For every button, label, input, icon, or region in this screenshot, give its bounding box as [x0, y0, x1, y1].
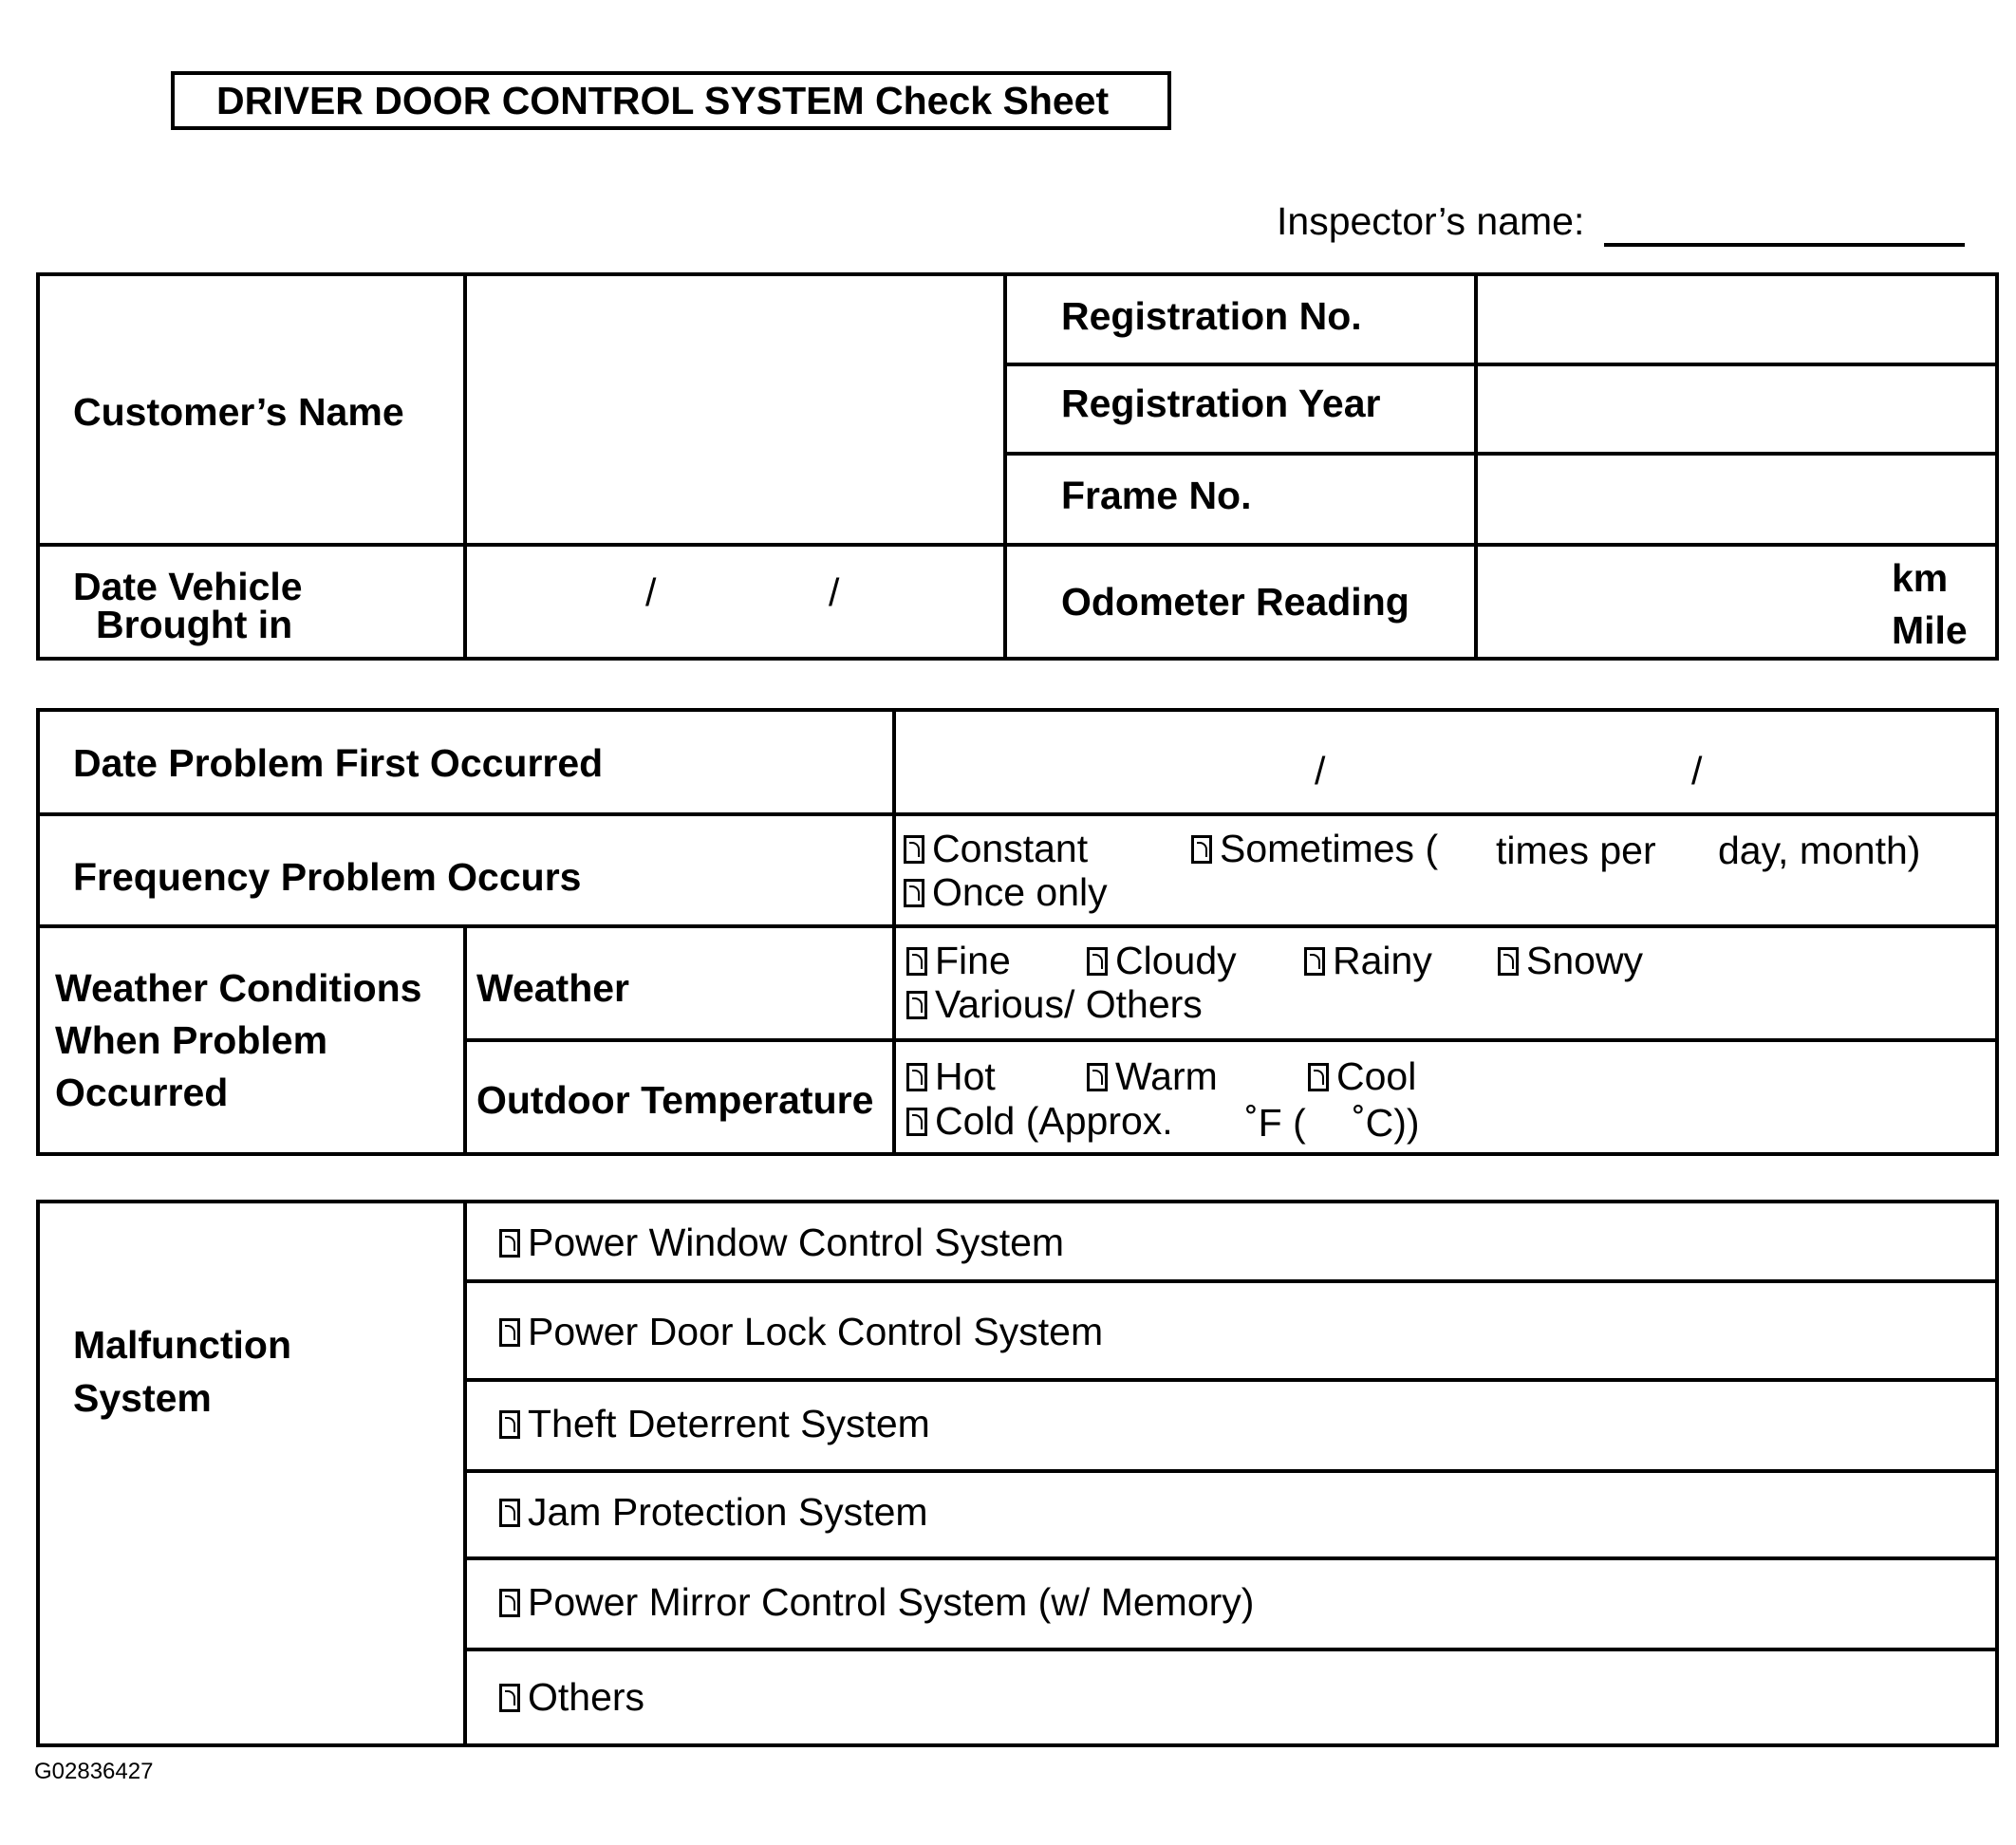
- malfunction-option-jam-protection[interactable]: [499, 1490, 928, 1534]
- weather-label: Weather: [476, 966, 630, 1010]
- weather-conditions-label-line2: When Problem: [55, 1018, 328, 1062]
- malfunction-option-door-lock[interactable]: [499, 1310, 1104, 1353]
- checkbox-icon[interactable]: [499, 1229, 520, 1258]
- frequency-once-option[interactable]: [904, 870, 1108, 914]
- inspector-name-field[interactable]: [1604, 243, 1965, 247]
- date-slash: /: [1315, 749, 1326, 792]
- divider: [463, 1556, 1999, 1560]
- registration-year-field[interactable]: [1478, 366, 1995, 452]
- checkbox-icon[interactable]: [499, 1684, 520, 1712]
- divider: [463, 1648, 1999, 1651]
- malfunction-option-theft-deterrent[interactable]: [499, 1402, 930, 1445]
- temperature-hot-option[interactable]: [906, 1054, 996, 1098]
- temperature-cool-option[interactable]: [1308, 1054, 1417, 1098]
- checkbox-icon[interactable]: [499, 1499, 520, 1527]
- malfunction-option-others[interactable]: [499, 1675, 645, 1719]
- weather-conditions-label-line3: Occurred: [55, 1071, 229, 1114]
- frequency-label: Frequency Problem Occurs: [73, 855, 582, 899]
- temp-c-text: ˚C)): [1353, 1101, 1420, 1145]
- option-label: Rainy: [1333, 939, 1432, 982]
- option-label: Power Window Control System: [528, 1221, 1065, 1264]
- checkbox-icon[interactable]: [904, 835, 924, 864]
- option-label: Hot: [935, 1054, 996, 1098]
- option-label: Sometimes (: [1220, 827, 1439, 870]
- inspector-label: Inspector’s name:: [1277, 199, 1585, 243]
- checkbox-icon[interactable]: [906, 947, 927, 976]
- frequency-constant-option[interactable]: [904, 829, 1088, 868]
- checkbox-icon[interactable]: [1308, 1063, 1329, 1091]
- weather-rainy-option[interactable]: [1304, 941, 1432, 980]
- date-brought-label-line2: Brought in: [96, 603, 293, 646]
- divider: [463, 1469, 1999, 1473]
- divider: [463, 1038, 1999, 1042]
- option-label: Once only: [932, 870, 1108, 914]
- malfunction-option-power-mirror[interactable]: [499, 1580, 1255, 1624]
- checkbox-icon[interactable]: [499, 1318, 520, 1347]
- date-brought-label-line1: Date Vehicle: [73, 565, 303, 608]
- divider: [463, 1378, 1999, 1382]
- checkbox-icon[interactable]: [1087, 947, 1108, 976]
- frame-no-field[interactable]: [1478, 456, 1995, 543]
- registration-no-label: Registration No.: [1061, 294, 1362, 338]
- date-slash: /: [829, 570, 840, 614]
- weather-fine-option[interactable]: [906, 941, 1011, 980]
- divider: [36, 812, 1999, 816]
- weather-cloudy-option[interactable]: [1087, 941, 1237, 980]
- option-label: Cloudy: [1115, 939, 1237, 982]
- figure-code: G02836427: [34, 1759, 154, 1784]
- registration-year-label: Registration Year: [1061, 382, 1381, 425]
- checkbox-icon[interactable]: [499, 1589, 520, 1617]
- option-label: Various/ Others: [935, 982, 1203, 1026]
- checkbox-icon[interactable]: [906, 991, 927, 1019]
- option-label: Snowy: [1526, 939, 1644, 982]
- malfunction-label-line2: System: [73, 1376, 212, 1420]
- outdoor-temperature-label: Outdoor Temperature: [476, 1078, 874, 1122]
- option-label: Power Door Lock Control System: [528, 1310, 1104, 1353]
- weather-snowy-option[interactable]: [1498, 941, 1643, 980]
- option-label: Jam Protection System: [528, 1490, 928, 1534]
- date-slash: /: [645, 570, 657, 614]
- checkbox-icon[interactable]: [1191, 835, 1212, 864]
- divider: [36, 543, 1999, 547]
- option-label: Fine: [935, 939, 1011, 982]
- option-label: Others: [528, 1675, 645, 1719]
- divider: [1003, 272, 1007, 661]
- title-box: [171, 71, 1171, 130]
- temperature-cold-option[interactable]: [906, 1099, 1173, 1143]
- odometer-label: Odometer Reading: [1061, 580, 1409, 624]
- option-label: Constant: [932, 827, 1089, 870]
- frequency-sometimes-option[interactable]: [1191, 829, 1438, 868]
- unit-mile: Mile: [1892, 608, 1968, 652]
- checkbox-icon[interactable]: [904, 879, 924, 907]
- divider: [892, 708, 896, 1156]
- malfunction-option-power-window[interactable]: [499, 1223, 1064, 1262]
- weather-conditions-label-line1: Weather Conditions: [55, 966, 422, 1010]
- checkbox-icon[interactable]: [1087, 1063, 1108, 1091]
- checkbox-icon[interactable]: [1498, 947, 1519, 976]
- checkbox-icon[interactable]: [1304, 947, 1325, 976]
- option-label: Theft Deterrent System: [528, 1402, 930, 1445]
- option-label: Warm: [1115, 1054, 1218, 1098]
- customer-name-label: Customer’s Name: [73, 390, 404, 434]
- date-first-occurred-label: Date Problem First Occurred: [73, 741, 604, 785]
- times-per-text: times per: [1496, 829, 1656, 872]
- checkbox-icon[interactable]: [499, 1410, 520, 1439]
- divider: [463, 1279, 1999, 1283]
- frame-no-label: Frame No.: [1061, 474, 1252, 517]
- customer-name-field[interactable]: [467, 276, 1003, 543]
- option-label: Cool: [1336, 1054, 1417, 1098]
- checkbox-icon[interactable]: [906, 1108, 927, 1136]
- option-label: Power Mirror Control System (w/ Memory): [528, 1580, 1255, 1624]
- temp-f-text: ˚F (: [1245, 1101, 1306, 1145]
- page-title: DRIVER DOOR CONTROL SYSTEM Check Sheet: [216, 78, 1110, 122]
- date-slash: /: [1691, 749, 1703, 792]
- registration-no-field[interactable]: [1478, 276, 1995, 363]
- checkbox-icon[interactable]: [906, 1063, 927, 1091]
- unit-km: km: [1892, 556, 1949, 600]
- malfunction-label-line1: Malfunction: [73, 1323, 292, 1367]
- weather-various-option[interactable]: [906, 982, 1203, 1026]
- option-label: Cold (Approx.: [935, 1099, 1173, 1143]
- day-month-text: day, month): [1718, 829, 1921, 872]
- divider: [36, 924, 1999, 928]
- temperature-warm-option[interactable]: [1087, 1054, 1218, 1098]
